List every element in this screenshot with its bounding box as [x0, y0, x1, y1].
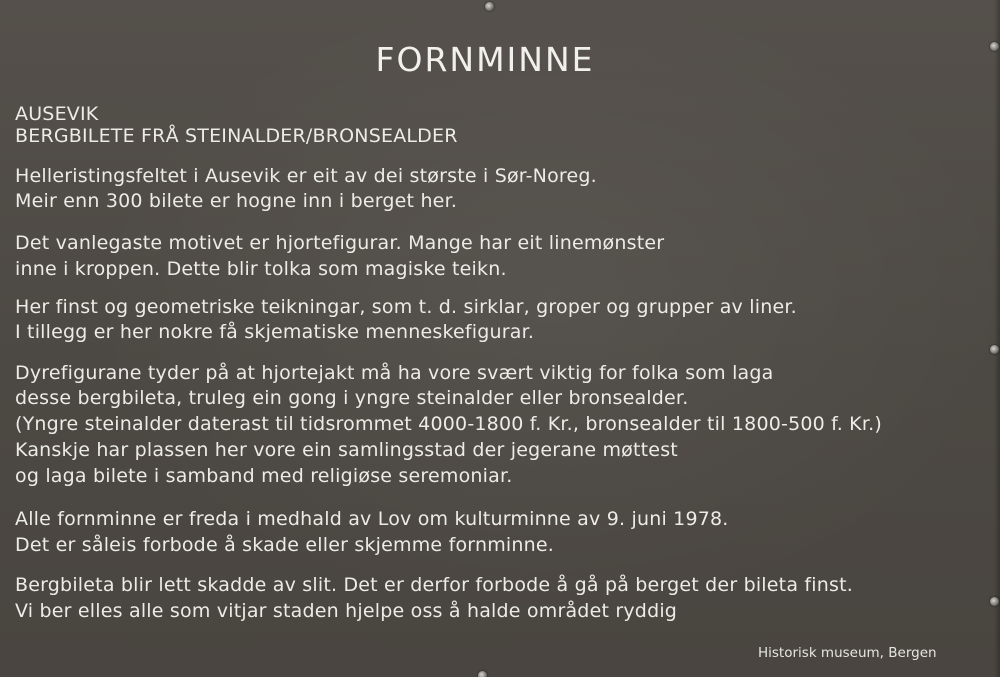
- heading-line: BERGBILETE FRÅ STEINALDER/BRONSEALDER: [15, 125, 458, 147]
- heading-line: AUSEVIK: [15, 103, 99, 125]
- paragraph-line: Her finst og geometriske teikningar, som t. d. sirklar, groper og grupper av liner.: [15, 296, 797, 318]
- paragraph-line: og laga bilete i samband med religiøse seremoniar.: [15, 465, 513, 487]
- screw-icon: [990, 597, 999, 606]
- paragraph-line: I tillegg er her nokre få skjematiske menneskefigurar.: [15, 321, 535, 343]
- paragraph-line: Bergbileta blir lett skadde av slit. Det er derfor forbode å gå på berget der bileta finst.: [15, 574, 854, 596]
- paragraph-line: Det vanlegaste motivet er hjortefigurar. Mange har eit linemønster: [15, 232, 665, 254]
- paragraph-line: Dyrefigurane tyder på at hjortejakt må ha vore svært viktig for folka som laga: [15, 362, 774, 384]
- paragraph-line: desse bergbileta, truleg ein gong i yngre steinalder eller bronsealder.: [15, 387, 689, 409]
- paragraph-line: Det er såleis forbode å skade eller skjemme fornminne.: [15, 534, 554, 556]
- paragraph-line: Kanskje har plassen her vore ein samlingsstad der jegerane møttest: [15, 439, 678, 461]
- sign-edge-shadow: [994, 0, 1000, 677]
- paragraph-line: Alle fornminne er freda i medhald av Lov om kulturminne av 9. juni 1978.: [15, 508, 729, 530]
- paragraph-line: (Yngre steinalder daterast til tidsrommet 4000-1800 f. Kr., bronsealder til 1800-500 f. Kr.): [15, 413, 882, 435]
- paragraph-line: Helleristingsfeltet i Ausevik er eit av dei største i Sør-Noreg.: [15, 165, 597, 187]
- screw-icon: [990, 42, 999, 51]
- paragraph-line: Vi ber elles alle som vitjar staden hjelpe oss å halde området ryddig: [15, 600, 678, 622]
- screw-icon: [990, 345, 999, 354]
- paragraph-line: inne i kroppen. Dette blir tolka som magiske teikn.: [15, 258, 507, 280]
- museum-credit: Historisk museum, Bergen: [758, 645, 937, 661]
- screw-icon: [478, 671, 487, 677]
- screw-icon: [485, 2, 494, 11]
- sign-title: FORNMINNE: [375, 40, 595, 79]
- paragraph-line: Meir enn 300 bilete er hogne inn i berget her.: [15, 190, 458, 212]
